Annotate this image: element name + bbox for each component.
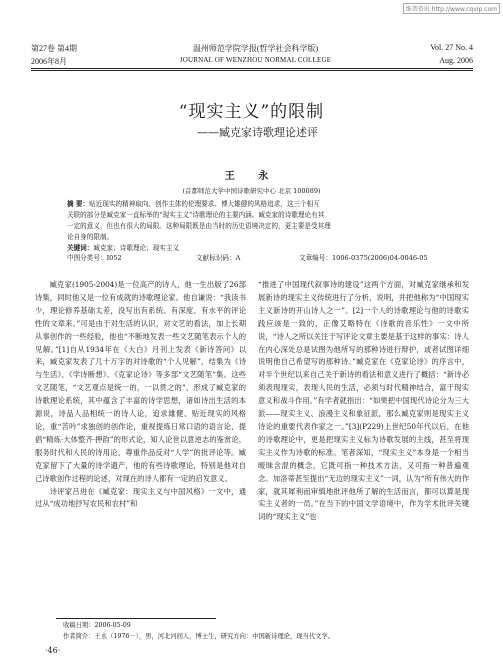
body-paragraph: “推进了中国现代叙事诗的建设”这两个方面，对臧克家继承和发展新诗的现实主义传统进行了分析，说明，并把他称为“中国现实主义新诗的开山诗人之一”。[2]一个人的诗歌理论与他的诗歌实践应该是一致的，正像艾略特在《诗歌的音乐性》一文中所说，“诗人之所以关注于写评论文章主要是基于这样的事实：诗人在内心深处总是试图为他所写的那种诗进行辩护，或者试图详细说明他自己希望写的那种诗。”臧克家在《克家论诗》的序言中，对半个世纪以来自己关于新诗的看法和意义进行了概括：“新诗必须表现现实，表现人民的生活，必须与时代精神结合，富于现实意义和战斗作用。”有学者就指出：“如果把中国现代诗论分为三大派——现实主义、浪漫主义和象征派，那么臧克家则是现实主义诗论的重要代表作家之一。”[3](P229)上世纪50年代以后，在他的诗歌理论中，更是把现实主义标为诗歌发展的主线，甚至将现实主义作为诗歌的标准。笔者深知，“现实主义”本身是一个相当暧昧含混的概念，它既可指一种技术方法，又可指一种普遍观念。加洛蒂甚至提出“无边的现实主义”一词，认为“所有伟大的作家，就其犀利而审慎地批评他所了解的生活而言，都可以算是现实主义者的一员。”在当下的中国文学语境中，作为学术批评关键词的“现实主义”也 [258, 280, 469, 522]
page-number: ·46· [45, 646, 61, 655]
body-left-column [35, 279, 246, 511]
header-rule-top [31, 68, 473, 69]
body-paragraph: 诗评家吕进在《臧克家：现实主义与中国风格》一文中，通过从“成功地抒写农民和农村”和 [35, 486, 246, 509]
author-bio [63, 632, 334, 642]
abstract-line-3: 一定的意义，但也有很大的局限。这种局限既是由当时的历史语境决定的，更主要是受其理 [67, 222, 331, 230]
article-title: “现实主义”的限制 [178, 102, 325, 122]
document-code [196, 252, 240, 262]
watermark: 维普资讯 http://www.cqvip.com [403, 3, 500, 14]
body-right-column [258, 279, 469, 524]
journal-title-en: JOURNAL OF WENZHOU NORMAL COLLEGE [179, 56, 332, 64]
received-date [63, 621, 131, 631]
abstract-line-2: 关联的部分是臧克家一直标举的“现实主义”诗歌理论的主要内涵。臧克家的诗歌理论有其 [67, 211, 325, 219]
abstract-label: 摘 要： [67, 200, 90, 208]
abstract-line-1 [67, 199, 447, 210]
article-number [299, 252, 428, 262]
article-no-value: 1006-0375(2006)04-0046-05 [331, 254, 428, 262]
article-subtitle: ——臧克家诗歌理论述评 [197, 126, 318, 139]
volume-cn: 第27卷 第4期 [31, 44, 77, 53]
author-name: 王 永 [224, 171, 279, 182]
abstract-line-4: 论自身的限制。 [67, 233, 114, 241]
footnote-rule [56, 618, 216, 619]
received-value: 2006-05-09 [94, 622, 131, 629]
body-paragraph: 臧克家(1905-2004)是一位高产的诗人，他一生出版了26部诗集，同时他又是一位有成就的诗歌理论家。他自谦说：“我读书少，理论修养基础太差，没写出有系统、有深度、有水平的评论性的文章来。”可是由于对生活的认识，对文艺的看法，加上长期从事创作的一些经验，他也“不断地发表一些文艺随笔表示个人的见解。”[1]自从1934年在《大白》月刊上发表《新诗答问》以来，臧克家发表了几十万字的对诗歌的“个人见解”，结集为《诗与生活》、《学诗断想》、《克家论诗》等多部“文艺随笔”集。这些文艺随笔，“文艺观点是统一的，一以贯之的”，形成了臧克家的诗歌理论系统，其中蕴含了丰富的诗学思想，诸如诗出生活的本源说，诗品人品相统一的诗人论，追求雄健、贴近现实的风格论，重“苦吟”求独创的创作论，重视提炼日常口语的语言论，提倡“精炼·大体整齐·押韵”的形式论，知人论世以意逆志的鉴赏论，服务时代和人民的诗用论，尊重作品反对“人学”的批评论等。臧克家留下了大量的诗学遗产，他的有些诗歌理论，特别是他对自己诗歌创作过程的论述，对现在的诗人都有一定的启发意义。 [35, 280, 246, 483]
abstract-text: 贴近现实的精神取向、创作主体的伦理要求、博大雄健的风格追求，这三个相互 [89, 200, 320, 208]
author-bio-text: 王永（1976－），男，河北河间人，博士生，研究方向：中国新诗理论，现当代文学。 [94, 633, 335, 640]
clc-number [67, 252, 122, 262]
doc-code-label: 文献标识码： [196, 254, 236, 262]
doc-code-value: A [235, 254, 241, 262]
author-affiliation: (首都师范大学中国诗歌研究中心 北京 100089) [182, 187, 321, 195]
journal-title-cn: 温州师范学院学报(哲学社会科学版) [192, 44, 319, 53]
article-no-label: 文章编号： [299, 254, 332, 262]
abstract [67, 199, 447, 254]
date-en: Aug. 2006 [439, 56, 473, 65]
keywords-label: 关键词： [67, 244, 94, 252]
author-bio-label: 作者简介： [63, 633, 95, 640]
volume-en: Vol. 27 No. 4 [430, 43, 473, 52]
received-label: 收稿日期： [63, 622, 95, 629]
date-cn: 2006年8月 [31, 57, 67, 66]
header-rule-bottom [31, 70, 473, 71]
clc-label: 中图分类号： [67, 254, 107, 262]
clc-value: I052 [106, 254, 122, 262]
keywords: 臧克家；诗歌理论；现实主义 [93, 244, 180, 252]
